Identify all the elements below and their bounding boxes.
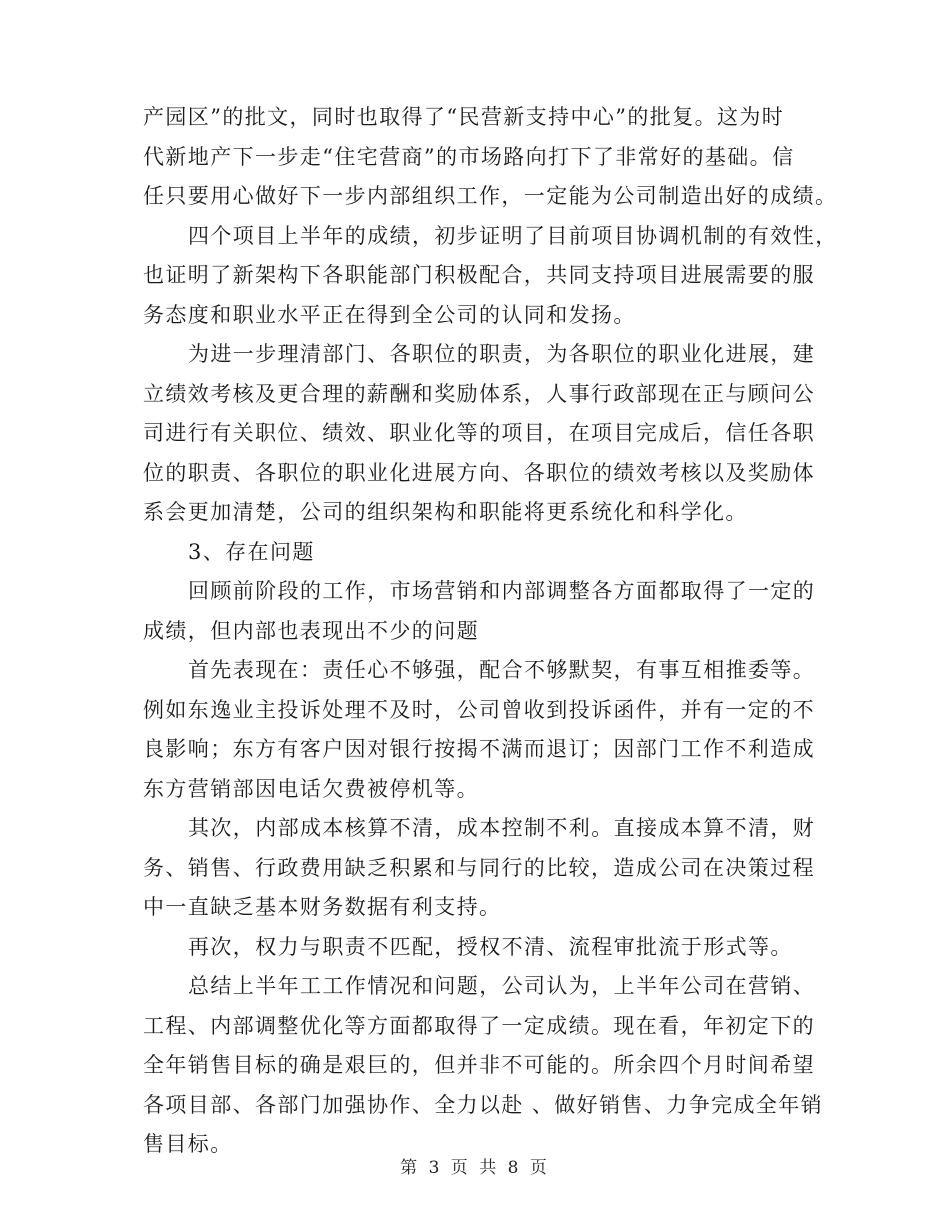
text-line: 回顾前阶段的工作，市场营销和内部调整各方面都取得了一定的 (188, 579, 816, 603)
text-line: 也证明了新架构下各职能部门积极配合，共同支持项目进展需要的服 (143, 263, 815, 287)
text-line: 工程、内部调整优化等方面都取得了一定成绩。现在看，年初定下的 (143, 1013, 815, 1038)
text-line: 立绩效考核及更合理的薪酬和奖励体系，人事行政部现在正与顾问公 (143, 381, 815, 406)
text-line: 产园区”的批文，同时也取得了“民营新支持中心”的批复。这为时 (143, 105, 785, 129)
paragraph (143, 217, 838, 336)
text-line: 良影响；东方有客户因对银行按揭不满而退订；因部门工作不利造成 (143, 737, 815, 761)
paragraph (143, 967, 824, 1165)
text-line: 任只要用心做好下一步内部组织工作，一定能为公司制造出好的成绩。 (143, 184, 838, 208)
paragraph (143, 572, 816, 651)
page-number-label: 第 3 页 共 8 页 (400, 1158, 550, 1178)
text-line: 为进一步理清部门、各职位的职责，为各职位的职业化进展，建 (188, 342, 816, 366)
paragraph (143, 335, 816, 533)
text-line: 代新地产下一步走“住宅营商”的市场路向打下了非常好的基础。信 (143, 144, 795, 169)
text-line: 成绩，但内部也表现出不少的问题 (143, 618, 479, 643)
text-line: 再次，权力与职责不匹配，授权不清、流程审批流于形式等。 (188, 934, 793, 959)
text-line: 四个项目上半年的成绩，初步证明了目前项目协调机制的有效性， (188, 223, 838, 248)
text-line: 中一直缺乏基本财务数据有利支持。 (143, 895, 502, 919)
text-line: 例如东逸业主投诉处理不及时，公司曾收到投诉函件，并有一定的不 (143, 697, 815, 722)
text-line: 东方营销部因电话欠费被停机等。 (143, 776, 479, 801)
text-line: 位的职责、各职位的职业化进展方向、各职位的绩效考核以及奖励体 (143, 460, 815, 485)
text-line: 全年销售目标的确是艰巨的，但并非不可能的。所余四个月时间希望 (143, 1053, 815, 1077)
paragraph (143, 651, 816, 809)
paragraph (143, 533, 808, 573)
paragraph (143, 98, 838, 217)
text-line: 系会更加清楚，公司的组织架构和职能将更系统化和科学化。 (143, 500, 748, 524)
paragraph (143, 928, 808, 968)
text-line: 3、存在问题 (188, 539, 315, 564)
document-body (143, 98, 838, 1165)
text-line: 售目标。 (143, 1132, 233, 1156)
paragraph (143, 809, 816, 928)
page-footer (0, 1153, 950, 1178)
text-line: 务态度和职业水平正在得到全公司的认同和发扬。 (143, 302, 636, 327)
text-line: 其次，内部成本核算不清，成本控制不利。直接成本算不清，财 (188, 816, 816, 840)
text-line: 各项目部、各部门加强协作、全力以赴 、做好销售、力争完成全年销 (143, 1092, 824, 1117)
text-line: 司进行有关职位、绩效、职业化等的项目，在项目完成后，信任各职 (143, 421, 815, 445)
text-line: 首先表现在：责任心不够强，配合不够默契，有事互相推委等。 (188, 658, 816, 682)
text-line: 总结上半年工工作情况和问题，公司认为，上半年公司在营销、 (188, 974, 816, 998)
text-line: 务、销售、行政费用缺乏积累和与同行的比较，造成公司在决策过程 (143, 855, 815, 880)
